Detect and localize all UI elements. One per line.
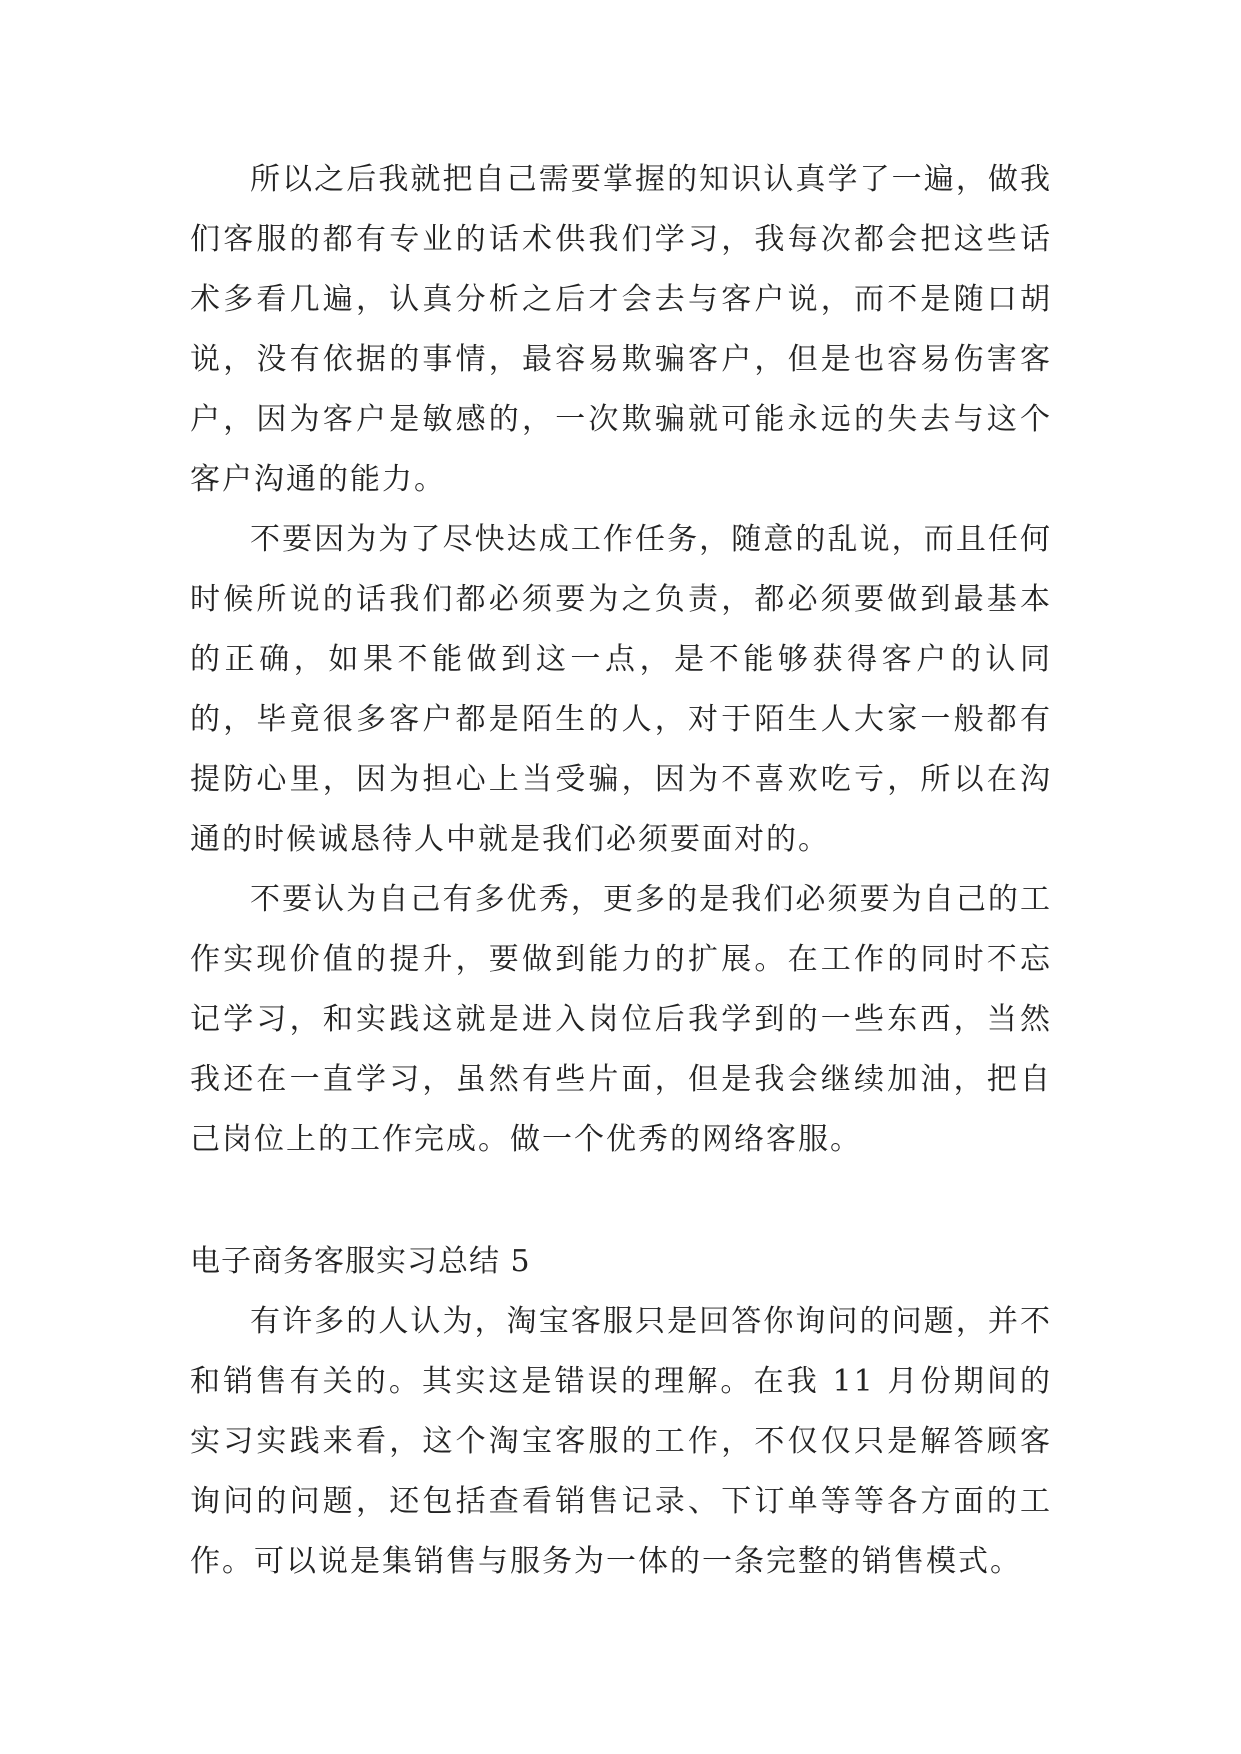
paragraph-study-scripts: 所以之后我就把自己需要掌握的知识认真学了一遍，做我们客服的都有专业的话术供我们学习，我每次都会把这些话术多看几遍，认真分析之后才会去与客户说，而不是随口胡说，没有依据的事情，最容易欺骗客户，但是也容易伤害客户，因为客户是敏感的，一次欺骗就可能永远的失去与这个客户沟通的能力。 — [190, 162, 1052, 497]
document-page — [190, 150, 1052, 1592]
section-title: 电子商务客服实习总结 5 — [190, 1244, 531, 1279]
paragraph-taobao-service: 有许多的人认为，淘宝客服只是回答你询问的问题，并不和销售有关的。其实这是错误的理解。在我 11 月份期间的实习实践来看，这个淘宝客服的工作，不仅仅只是解答顾客询问的问题，还包括查看销售记录、下订单等等各方面的工作。可以说是集销售与服务为一体的一条完整的销售模式。 — [190, 1304, 1052, 1579]
paragraph-keep-learning: 不要认为自己有多优秀，更多的是我们必须要为自己的工作实现价值的提升，要做到能力的扩展。在工作的同时不忘记学习，和实践这就是进入岗位后我学到的一些东西，当然我还在一直学习，虽然有些片面，但是我会继续加油，把自己岗位上的工作完成。做一个优秀的网络客服。 — [190, 882, 1052, 1157]
paragraph-be-responsible: 不要因为为了尽快达成工作任务，随意的乱说，而且任何时候所说的话我们都必须要为之负责，都必须要做到最基本的正确，如果不能做到这一点，是不能够获得客户的认同的，毕竟很多客户都是陌生的人，对于陌生人大家一般都有提防心里，因为担心上当受骗，因为不喜欢吃亏，所以在沟通的时候诚恳待人中就是我们必须要面对的。 — [190, 522, 1052, 857]
